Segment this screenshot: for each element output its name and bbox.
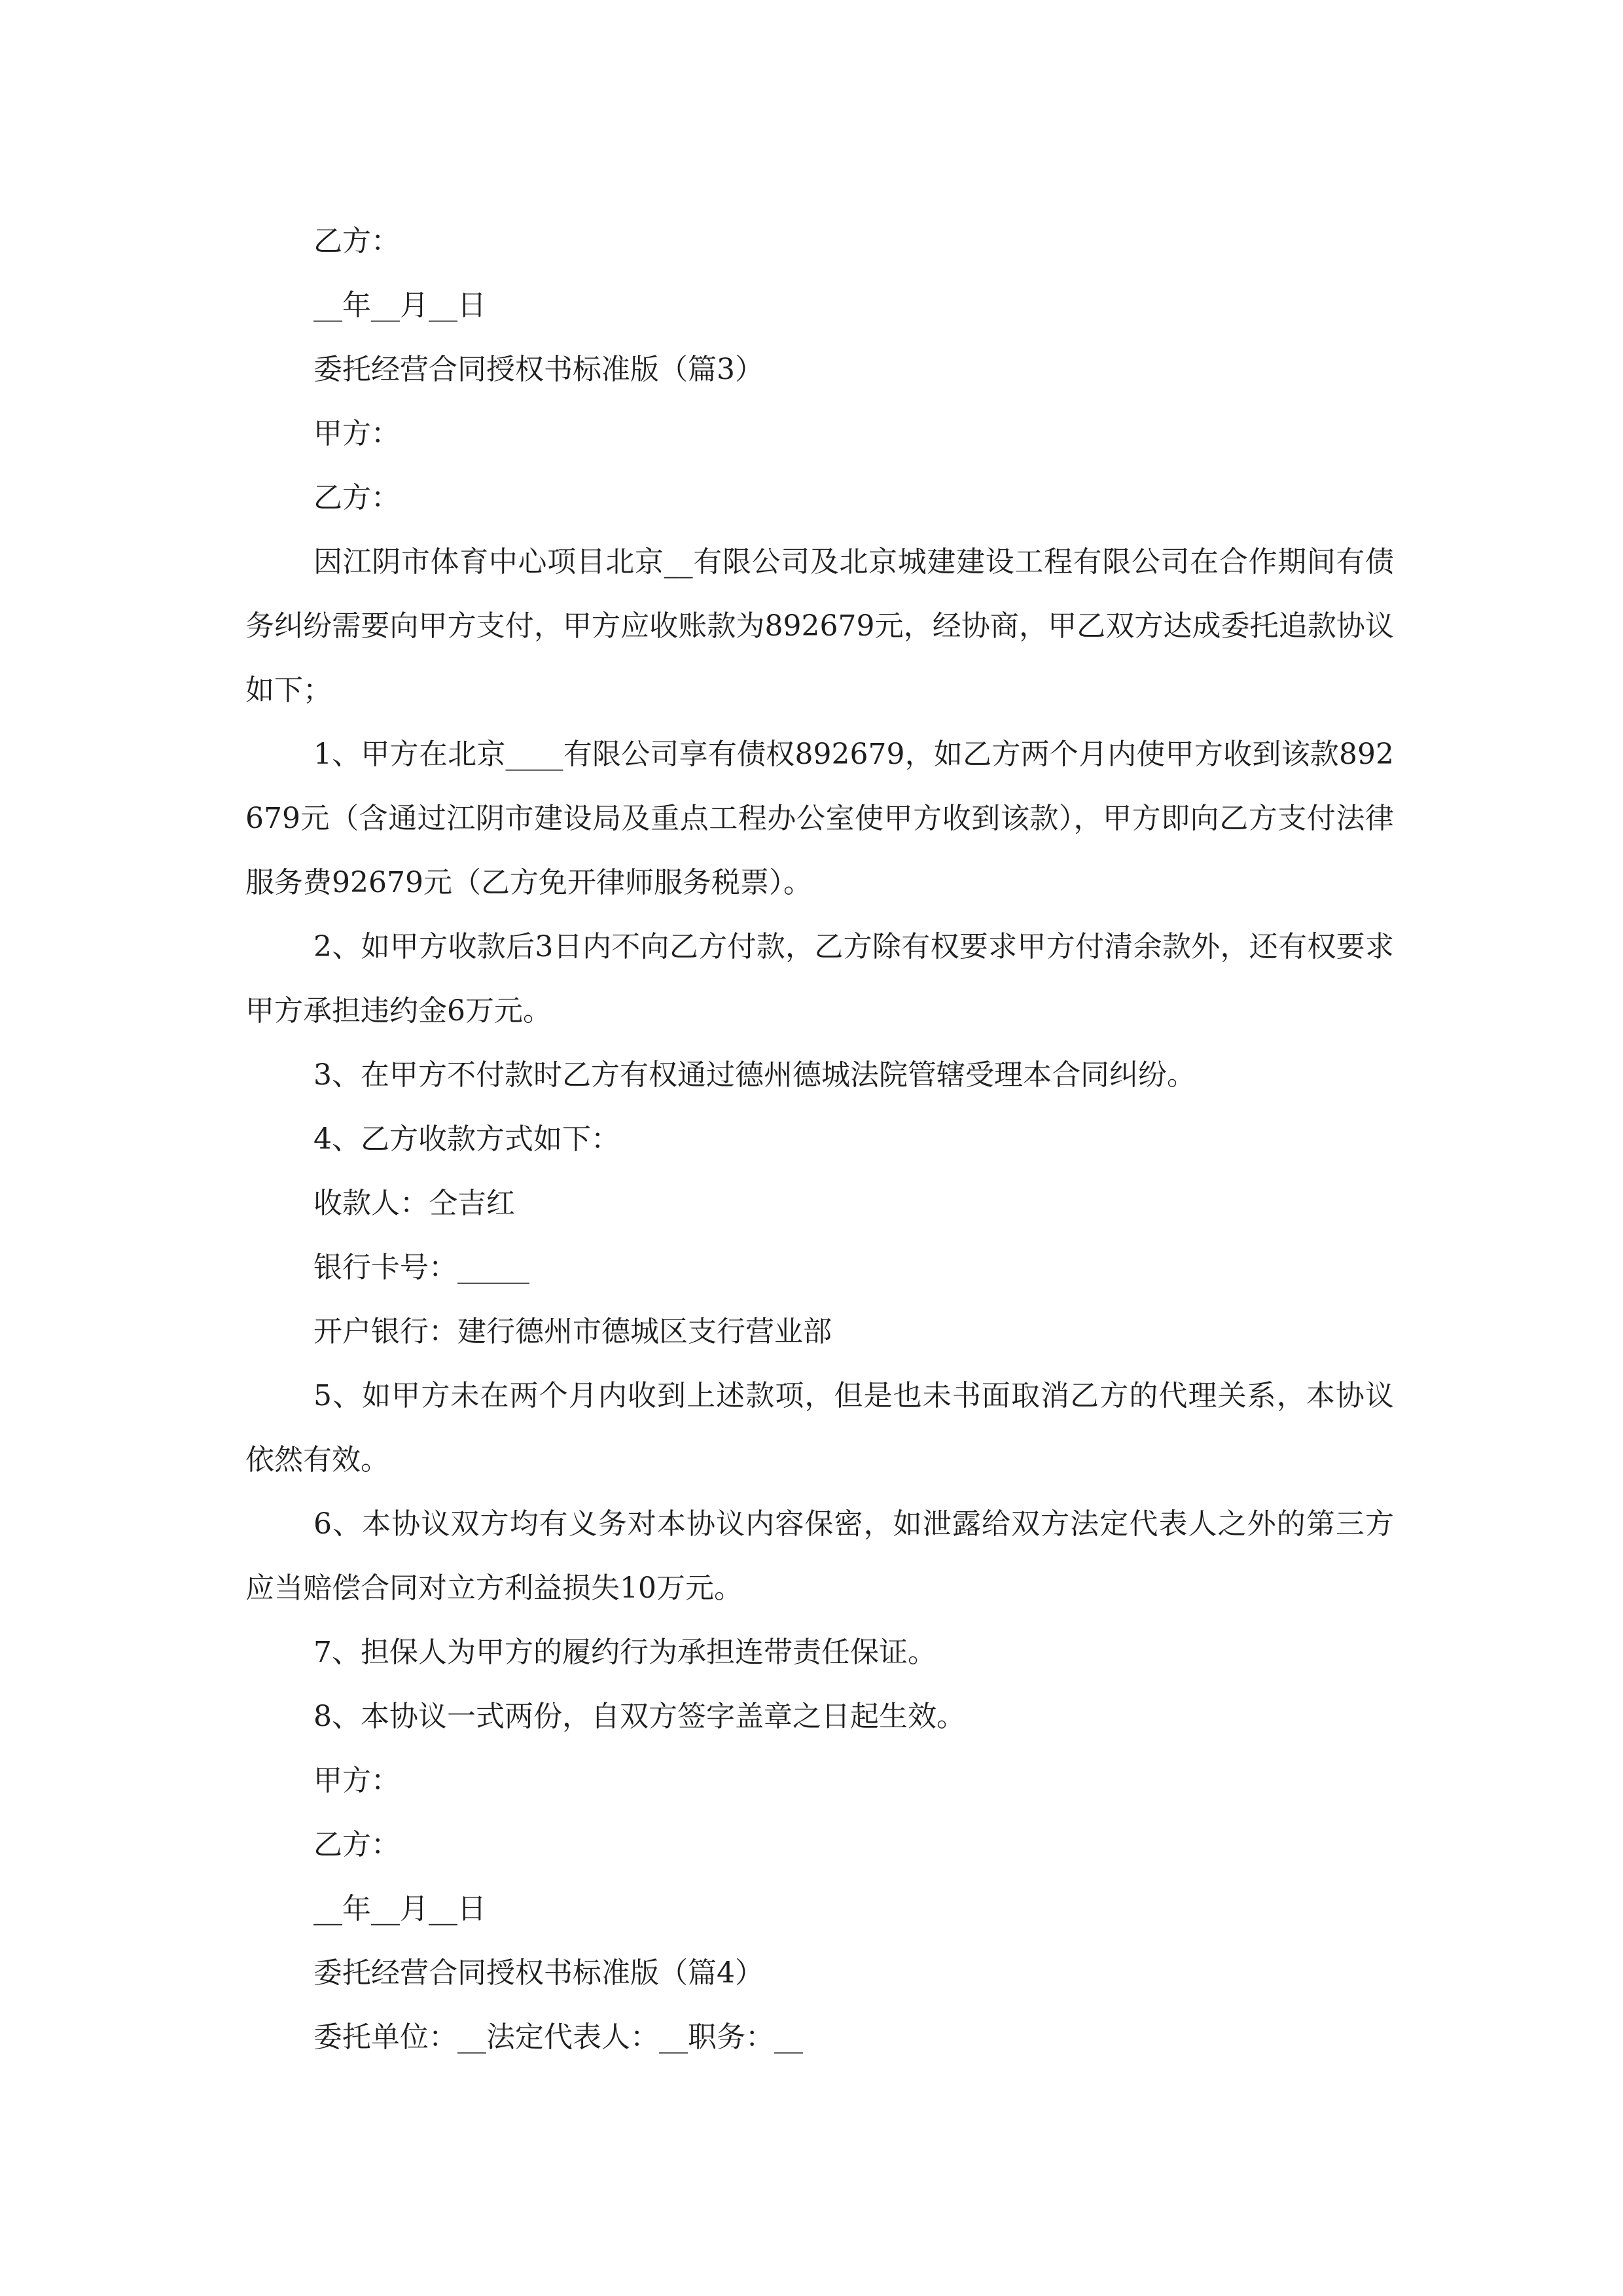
clause-4: 4、乙方收款方式如下：	[313, 1122, 620, 1156]
party-a-label: 甲方：	[313, 417, 400, 450]
bank-card-line: 银行卡号：_____	[313, 1251, 529, 1284]
entrusting-unit-line: 委托单位：__法定代表人：__职务：__	[313, 2020, 803, 2054]
clause-8: 8、本协议一式两份，自双方签字盖章之日起生效。	[313, 1700, 965, 1733]
date-line: __年__月__日	[313, 1892, 486, 1926]
date-line: __年__月__日	[313, 289, 486, 322]
clause-1: 1、甲方在北京____有限公司享有债权892679，如乙方两个月内使甲方收到该款892679元（含通过江阴市建设局及重点工程办公室使甲方收到该款），甲方即向乙方支付法律服务费92679元（乙方免开律师服务税票）。	[245, 738, 1394, 899]
document-page	[245, 209, 1394, 2070]
party-a-label: 甲方：	[313, 1764, 400, 1797]
party-b-label: 乙方：	[313, 1828, 400, 1861]
clause-6: 6、本协议双方均有义务对本协议内容保密，如泄露给双方法定代表人之外的第三方应当赔偿合同对立方利益损失10万元。	[245, 1507, 1394, 1605]
clause-7: 7、担保人为甲方的履约行为承担连带责任保证。	[313, 1636, 936, 1669]
payee-line: 收款人：仝吉红	[313, 1187, 515, 1220]
section-title-4: 委托经营合同授权书标准版（篇4）	[313, 1956, 764, 1990]
party-b-label: 乙方：	[313, 481, 400, 514]
clause-3: 3、在甲方不付款时乙方有权通过德州德城法院管辖受理本合同纠纷。	[313, 1058, 1196, 1092]
section-title-3: 委托经营合同授权书标准版（篇3）	[313, 353, 764, 386]
party-b-label: 乙方：	[313, 224, 400, 258]
bank-name-line: 开户银行：建行德州市德城区支行营业部	[313, 1315, 832, 1348]
clause-2: 2、如甲方收款后3日内不向乙方付款，乙方除有权要求甲方付清余款外，还有权要求甲方承担违约金6万元。	[245, 930, 1394, 1028]
intro-paragraph: 因江阴市体育中心项目北京__有限公司及北京城建建设工程有限公司在合作期间有债务纠纷需要向甲方支付，甲方应收账款为892679元，经协商，甲乙双方达成委托追款协议如下；	[245, 545, 1394, 707]
clause-5: 5、如甲方未在两个月内收到上述款项，但是也未书面取消乙方的代理关系，本协议依然有效。	[245, 1379, 1394, 1477]
